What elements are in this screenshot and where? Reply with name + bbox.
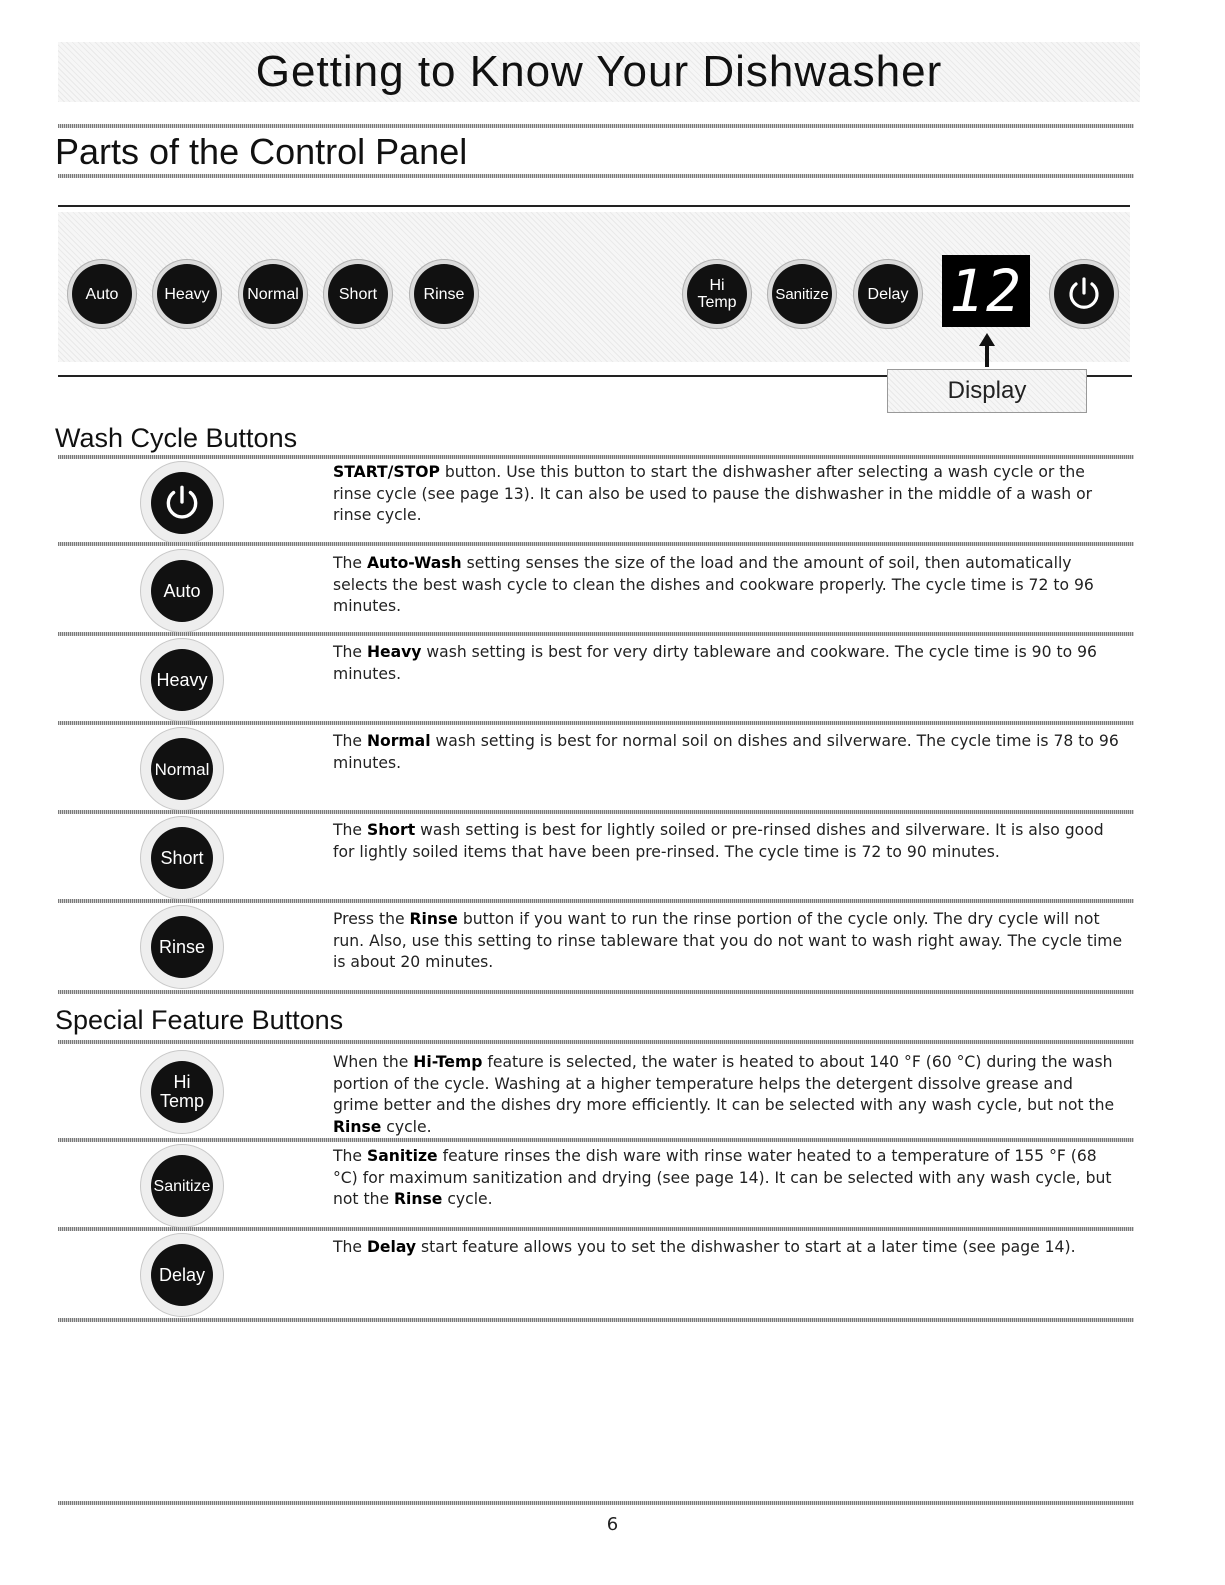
power-icon — [161, 482, 203, 524]
hi-temp-description: When the Hi-Temp feature is selected, the water is heated to about 140 °F (60 °C) during the wash portion of the cycle. Washing at a higher temperature helps the detergent dissolve grease and grime better and the dishes dry more efficiently. It can be selected with any wash cycle, but not the Rinse cycle. — [333, 1053, 1115, 1136]
page-title: Getting to Know Your Dishwasher — [255, 47, 943, 96]
auto-row-icon — [140, 549, 224, 633]
display-value: 12 — [949, 257, 1023, 325]
display-readout — [942, 255, 1030, 327]
row-divider — [58, 990, 1134, 994]
hi-temp-label: Hi Temp — [151, 1061, 213, 1123]
row-divider — [58, 1138, 1134, 1142]
rinse-label: Rinse — [151, 916, 213, 978]
short-row-icon — [140, 816, 224, 900]
normal-label: Normal — [151, 738, 213, 800]
heavy-row-icon — [140, 638, 224, 722]
short-label: Short — [151, 827, 213, 889]
section-heading-parts: Parts of the Control Panel — [55, 131, 468, 172]
normal-row-icon — [140, 727, 224, 811]
short-description: The Short wash setting is best for lightly soiled or pre-rinsed dishes and silverware. It is also good for lightly soiled items that have been pre-rinsed. The cycle time is 72 to 90 minutes. — [333, 821, 1104, 861]
heavy-button[interactable]: Heavy — [157, 264, 217, 324]
hi-temp-label: Hi Temp — [697, 277, 737, 311]
row-divider — [58, 632, 1134, 636]
sanitize-button[interactable]: Sanitize — [772, 264, 832, 324]
heavy-label: Heavy — [151, 649, 213, 711]
delay-button[interactable]: Delay — [858, 264, 918, 324]
section-heading-wash: Wash Cycle Buttons — [55, 423, 298, 453]
row-divider — [58, 1318, 1134, 1322]
page-number: 6 — [606, 1514, 619, 1535]
row-divider — [58, 899, 1134, 903]
row-divider — [58, 1227, 1134, 1231]
sanitize-label: Sanitize — [151, 1155, 213, 1217]
row-divider — [58, 810, 1134, 814]
sanitize-row-icon — [140, 1144, 224, 1228]
power-icon — [1064, 274, 1104, 314]
delay-label: Delay — [151, 1244, 213, 1306]
rinse-button[interactable]: Rinse — [414, 264, 474, 324]
normal-description: The Normal wash setting is best for normal soil on dishes and silverware. The cycle time is 78 to 96 minutes. — [333, 732, 1119, 772]
special-divider — [58, 1040, 1134, 1044]
hi-temp-row-icon — [140, 1050, 224, 1134]
hi-temp-button[interactable] — [687, 264, 747, 324]
wash-divider — [58, 455, 1134, 459]
panel-top-rule — [58, 205, 1130, 207]
heavy-description: The Heavy wash setting is best for very dirty tableware and cookware. The cycle time is 90 to 96 minutes. — [333, 643, 1097, 683]
panel-bottom-rule-left — [58, 375, 888, 377]
display-callout — [887, 369, 1087, 413]
rinse-description: Press the Rinse button if you want to run the rinse portion of the cycle only. The dry cycle will not run. Also, use this setting to rinse tableware that you do not want to wash right away. The cycle time is about 20 minutes. — [333, 910, 1123, 971]
footer-divider — [58, 1501, 1134, 1505]
display-label: Display — [947, 377, 1027, 404]
section-heading-special: Special Feature Buttons — [55, 1005, 344, 1035]
arrow-up-icon — [979, 333, 995, 367]
panel-bottom-rule-right — [1086, 375, 1132, 377]
parts-divider — [58, 174, 1134, 178]
start-stop-row-icon — [140, 461, 224, 545]
normal-button[interactable]: Normal — [243, 264, 303, 324]
start-stop-button[interactable] — [1054, 264, 1114, 324]
row-divider — [58, 721, 1134, 725]
auto-description: The Auto-Wash setting senses the size of the load and the amount of soil, then automatically selects the best wash cycle to clean the dishes and cookware properly. The cycle time is 72 to 96 minutes. — [333, 554, 1094, 615]
row-divider — [58, 542, 1134, 546]
short-button[interactable]: Short — [328, 264, 388, 324]
auto-label: Auto — [151, 560, 213, 622]
delay-description: The Delay start feature allows you to set the dishwasher to start at a later time (see page 14). — [333, 1238, 1076, 1256]
auto-button[interactable]: Auto — [72, 264, 132, 324]
rinse-row-icon — [140, 905, 224, 989]
start-stop-description: START/STOP button. Use this button to start the dishwasher after selecting a wash cycle or the rinse cycle (see page 13). It can also be used to pause the dishwasher in the middle of a wash or rinse cycle. — [333, 463, 1093, 524]
sanitize-description: The Sanitize feature rinses the dish ware with rinse water heated to a temperature of 155 °F (68 °C) for maximum sanitization and drying (see page 14). It can be selected with any wash cycle, but not the Rinse cycle. — [333, 1147, 1112, 1208]
delay-row-icon — [140, 1233, 224, 1317]
